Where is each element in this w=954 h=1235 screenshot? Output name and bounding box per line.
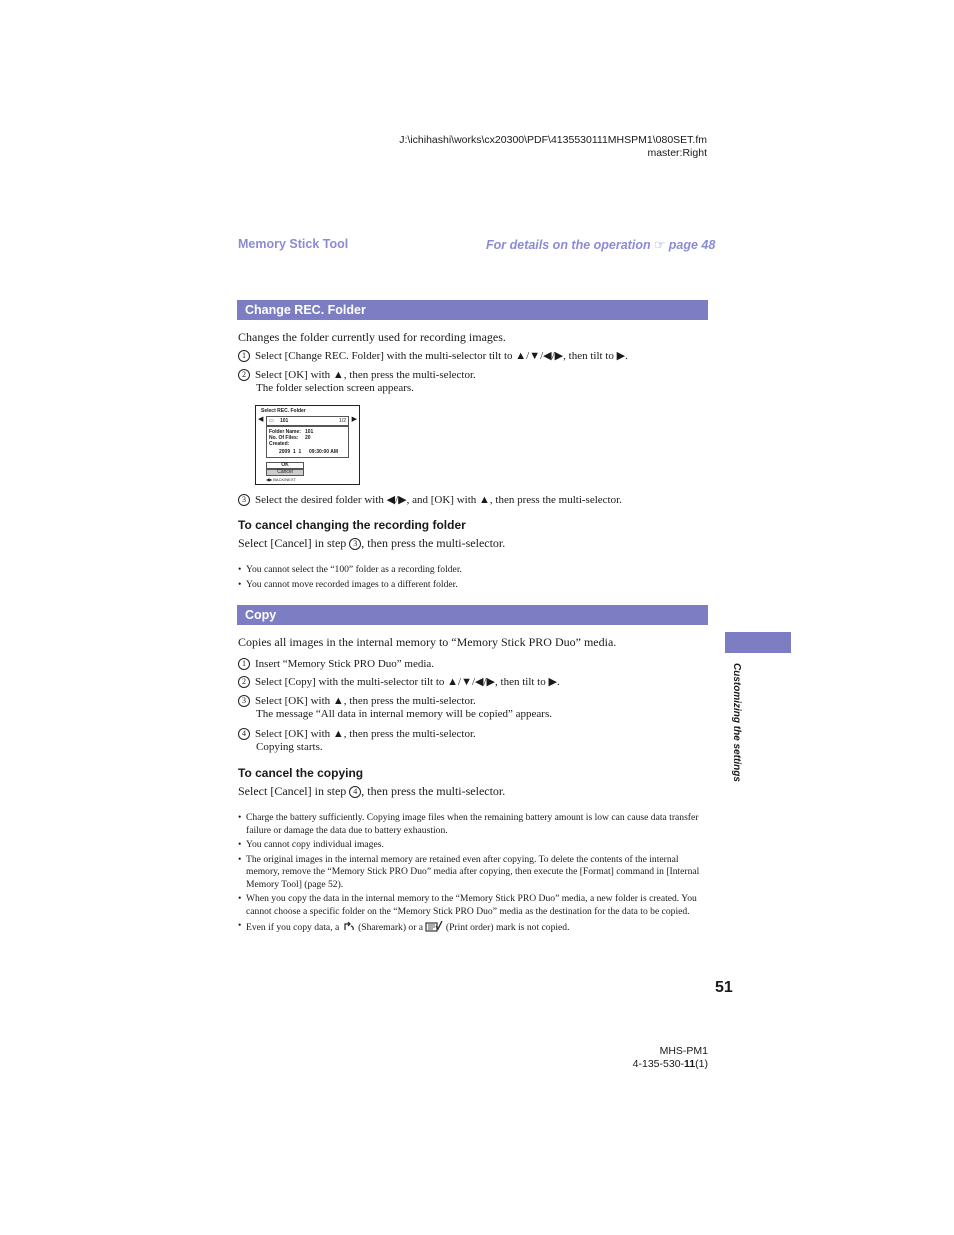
step-2 [238,369,476,395]
step-subtext: The folder selection screen appears. [256,382,414,394]
step-text: Select [OK] with ▲, then press the multi-selector. [255,695,476,707]
folder-icon: ▭ [269,418,274,424]
screen-cancel-button: Cancel [266,469,304,476]
note-item: • The original images in the internal memory are retained even after copying. To delete the contents of the internal memory, remove the “Memory Stick PRO Duo” media after copying, then execute the [Format] command in [Internal Memory Tool] (page 52). [238,854,708,892]
step-number: 3 [349,538,361,550]
cancel-folder-heading: To cancel changing the recording folder [238,518,466,532]
note-item: • You cannot move recorded images to a different folder. [238,579,708,592]
section-intro: Changes the folder currently used for recording images. [238,330,506,344]
folder-name-label: Folder Name: [269,429,301,435]
copy-step-2 [238,676,560,689]
step-subtext: The message “All data in internal memory will be copied” appears. [256,708,552,720]
copy-step-1 [238,658,434,671]
step-text: Select [OK] with ▲, then press the multi-selector. [255,728,476,740]
cancel-text-a: Select [Cancel] in step [238,784,347,798]
note-item: • You cannot select the “100” folder as a recording folder. [238,564,708,577]
master-page: master:Right [647,147,707,159]
section-bar-copy: Copy [237,605,708,625]
step-number: 3 [238,494,250,506]
folder-number: 101 [280,418,289,424]
cancel-folder-text [238,537,505,551]
step-number: 1 [238,350,250,362]
step-text: Select [Change REC. Folder] with the multi-selector tilt to ▲/▼/◀/▶, then tilt to ▶. [255,350,628,362]
copy-intro: Copies all images in the internal memory to “Memory Stick PRO Duo” media. [238,635,617,649]
sharemark-icon [342,920,356,932]
note-text-b: (Sharemark) or a [358,922,424,933]
note-item: • When you copy the data in the internal memory to the “Memory Stick PRO Duo” media, a new folder is created. You cannot choose a specific folder on the “Memory Stick PRO Duo” media as the destination for the data to be copied. [238,893,708,918]
step-number: 1 [238,658,250,670]
cancel-text-a: Select [Cancel] in step [238,536,347,550]
footer-code-a: 4-135-530- [632,1058,685,1070]
page-number: 51 [715,979,733,996]
files-label: No. Of Files: [269,435,299,441]
folder-selection-screen [255,405,360,485]
screen-hint: ◀▶ BACK/NEXT [266,477,296,482]
note-item [238,920,708,935]
step-subtext: Copying starts. [256,741,323,753]
reference-prefix: For details on the operation [486,238,651,252]
step-number: 2 [238,676,250,688]
step-number: 2 [238,369,250,381]
copy-notes [238,812,708,937]
pointing-hand-icon: ☞ [654,238,666,252]
step-text: Select the desired folder with ◀/▶, and [OK] with ▲, then press the multi-selector. [255,494,622,506]
step-number: 4 [349,786,361,798]
chapter-tab [725,632,791,653]
step-text: Insert “Memory Stick PRO Duo” media. [255,658,435,670]
footer-code-c: (1) [695,1058,708,1070]
copy-step-4 [238,728,476,754]
print-order-icon [425,920,443,932]
file-path-header [300,134,707,160]
chapter-tab-label: Customizing the settings [731,663,742,782]
topic-title: Memory Stick Tool [238,237,349,251]
section-bar-change-rec-folder: Change REC. Folder [237,300,708,320]
cancel-copy-text [238,785,505,799]
note-item: • Charge the battery sufficiently. Copying image files when the remaining battery amount is low can cause data transfer failure or damage the data due to battery exhaustion. [238,812,708,837]
step-number: 3 [238,695,250,707]
step-text: Select [Copy] with the multi-selector tilt to ▲/▼/◀/▶, then tilt to ▶. [255,676,560,688]
screen-title: Select REC. Folder [261,408,306,414]
step-3 [238,494,622,507]
cancel-copy-heading: To cancel the copying [238,766,364,780]
note-text-c: (Print order) mark is not copied. [445,922,570,933]
folder-page: 1/2 [339,418,346,424]
step-number: 4 [238,728,250,740]
cancel-text-b: , then press the multi-selector. [361,536,506,550]
screen-right-arrow-icon: ▶ [351,416,357,423]
footer-code [560,1058,708,1071]
step-text: Select [OK] with ▲, then press the multi-selector. [255,369,476,381]
created-date: 2009 1 1 [279,449,302,455]
folder-notes [238,564,708,593]
folder-name-value: 101 [305,429,314,435]
topic-reference [486,237,715,252]
note-item: • You cannot copy individual images. [238,839,708,852]
files-value: 20 [305,435,311,441]
footer-model: MHS-PM1 [659,1045,708,1057]
cancel-text-b: , then press the multi-selector. [361,784,506,798]
screen-left-arrow-icon: ◀ [258,416,264,423]
folder-row [266,416,349,426]
note-text-a: Even if you copy data, a [246,922,340,933]
file-path: J:\ichihashi\works\cx20300\PDF\4135530111MHSPM1\080SET.fm [399,134,707,146]
folder-info-box [266,426,349,458]
footer-code-b: 11 [684,1058,696,1070]
created-label: Created: [269,441,290,447]
step-1 [238,350,628,363]
screen-ok-button: OK [266,462,304,469]
created-time: 09:30:00 AM [309,449,338,455]
copy-step-3 [238,695,552,721]
reference-page: page 48 [668,238,716,252]
